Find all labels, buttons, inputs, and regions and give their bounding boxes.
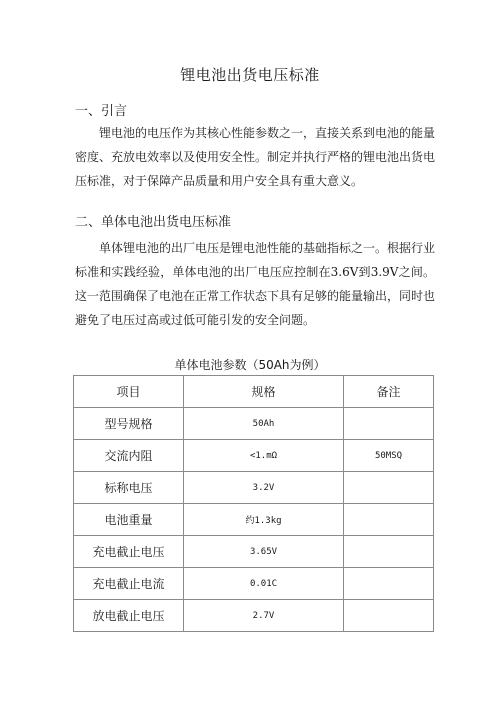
cell-note: 50MSQ bbox=[344, 440, 434, 472]
table-row bbox=[74, 504, 434, 536]
document-title: 锂电池出货电压标准 bbox=[180, 66, 320, 84]
cell-item: 标称电压 bbox=[74, 472, 184, 504]
section-paragraph-introduction: 锂电池的电压作为其核心性能参数之一，直接关系到电池的能量密度、充放电效率以及使用安全性。制定并执行严格的锂电池出货电压标准，对于保障产品质量和用户安全具有重大意义。 bbox=[75, 126, 436, 188]
cell-spec: 3.2V bbox=[184, 472, 344, 504]
cell-note bbox=[344, 472, 434, 504]
cell-spec: 约1.3kg bbox=[184, 504, 344, 536]
cell-note bbox=[344, 536, 434, 568]
table-row bbox=[74, 600, 434, 632]
section-heading-cell-voltage-standard: 二、单体电池出货电压标准 bbox=[75, 215, 232, 230]
cell-spec: 50Ah bbox=[184, 408, 344, 440]
table-row bbox=[74, 440, 434, 472]
cell-note bbox=[344, 504, 434, 536]
cell-spec: <1.mΩ bbox=[184, 440, 344, 472]
cell-spec: 2.7V bbox=[184, 600, 344, 632]
cell-item: 充电截止电流 bbox=[74, 568, 184, 600]
section-heading-introduction: 一、引言 bbox=[75, 104, 128, 119]
table-row bbox=[74, 568, 434, 600]
table-row bbox=[74, 536, 434, 568]
cell-note bbox=[344, 600, 434, 632]
column-header-item: 项目 bbox=[74, 376, 184, 408]
section-paragraph-cell-voltage-standard: 单体锂电池的出厂电压是锂电池性能的基础指标之一。根据行业标准和实践经验，单体电池的出厂电压应控制在3.6V到3.9V之间。这一范围确保了电池在正常工作状态下具有足够的能量输出，同时也避免了电压过高或过低可能引发的安全问题。 bbox=[75, 241, 436, 327]
table-header-row bbox=[74, 376, 434, 408]
column-header-spec: 规格 bbox=[184, 376, 344, 408]
cell-item: 充电截止电压 bbox=[74, 536, 184, 568]
cell-item: 放电截止电压 bbox=[74, 600, 184, 632]
cell-item: 型号规格 bbox=[74, 408, 184, 440]
cell-item: 交流内阻 bbox=[74, 440, 184, 472]
table-row bbox=[74, 472, 434, 504]
cell-item: 电池重量 bbox=[74, 504, 184, 536]
cell-note bbox=[344, 568, 434, 600]
table-caption: 单体电池参数（50Ah为例） bbox=[174, 358, 326, 372]
column-header-note: 备注 bbox=[344, 376, 434, 408]
table-row bbox=[74, 408, 434, 440]
cell-parameters-table bbox=[73, 375, 434, 632]
cell-spec: 0.01C bbox=[184, 568, 344, 600]
cell-note bbox=[344, 408, 434, 440]
cell-spec: 3.65V bbox=[184, 536, 344, 568]
